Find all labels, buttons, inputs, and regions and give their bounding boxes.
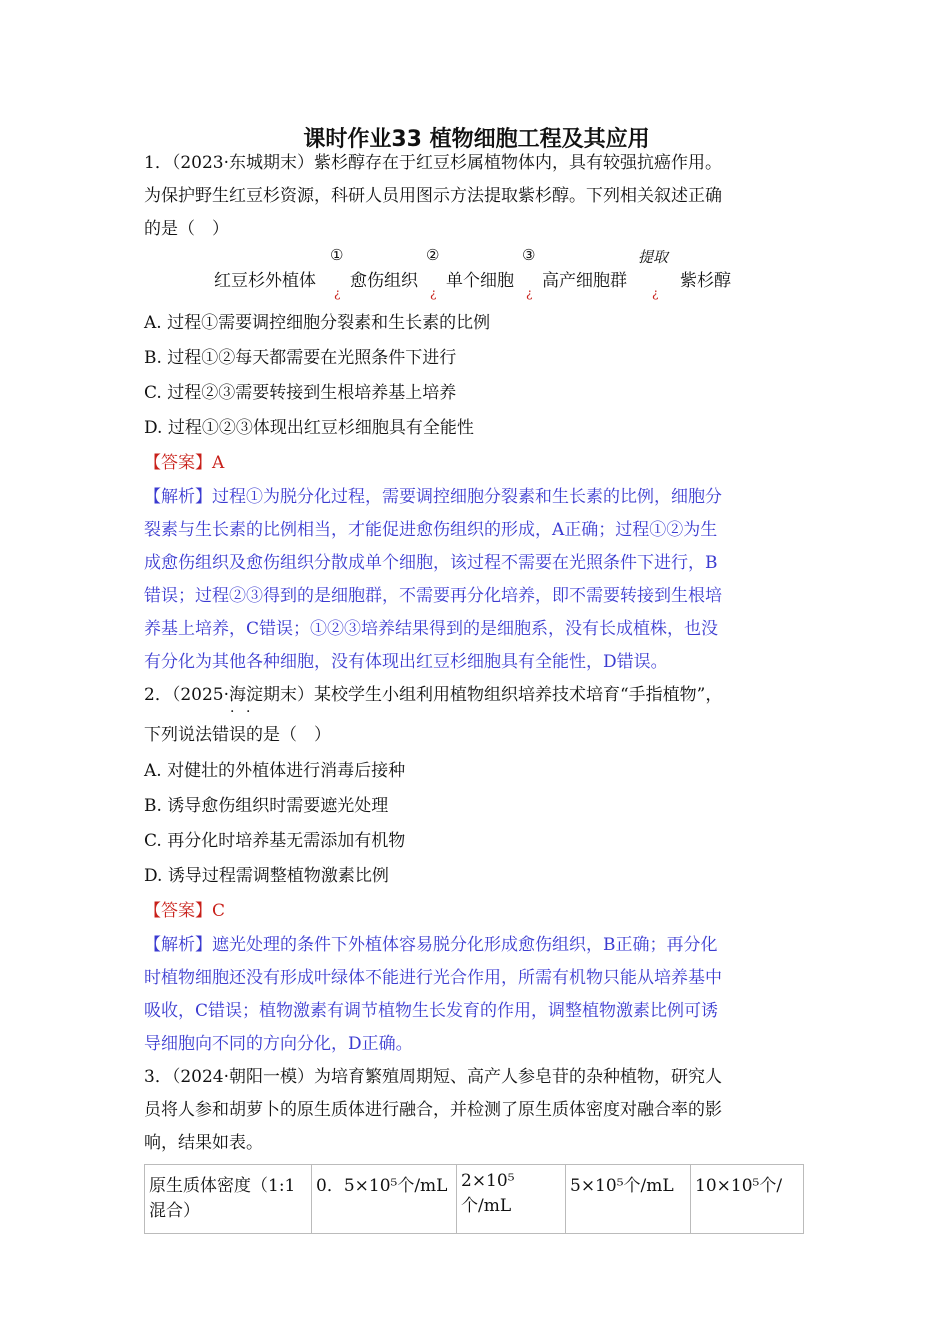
- q2-stem-line: 2．（2025·海淀期末）某校学生小组利用植物组织培养技术培育“手指植物”，: [144, 685, 723, 705]
- table-row: [145, 1165, 804, 1234]
- q2-stem-line: 下列说法错误的是（ ）: [144, 725, 331, 745]
- emphasis-dot: ·: [230, 704, 235, 720]
- flow-node: 愈伤组织: [350, 271, 418, 291]
- flow-step-label: ②: [426, 246, 440, 264]
- q1-option-a: A. 过程①需要调控细胞分裂素和生长素的比例: [144, 313, 491, 333]
- q1-option-b: B. 过程①②每天都需要在光照条件下进行: [144, 348, 457, 368]
- flow-node: 紫杉醇: [680, 271, 731, 291]
- table-cell: 10×10⁵个/: [691, 1165, 804, 1234]
- q1-stem-line: 为保护野生红豆杉资源，科研人员用图示方法提取紫杉醇。下列相关叙述正确: [144, 186, 722, 206]
- q1-answer: [144, 452, 224, 474]
- q2-answer: [144, 900, 225, 922]
- flow-node: 单个细胞: [446, 271, 514, 291]
- flow-node: 高产细胞群: [542, 271, 627, 291]
- flow-arrow: ¿: [652, 286, 659, 300]
- q2-analysis-line: 时植物细胞还没有形成叶绿体不能进行光合作用，所需有机物只能从培养基中: [144, 968, 722, 988]
- q2-option-d: D. 诱导过程需调整植物激素比例: [144, 866, 389, 886]
- answer-label: 【答案】: [144, 453, 212, 473]
- q3-stem-line: 响，结果如表。: [144, 1133, 263, 1153]
- emphasis-dot: ·: [246, 704, 251, 720]
- flow-step-label: ①: [330, 246, 344, 264]
- answer-label: 【答案】: [144, 901, 212, 921]
- q1-analysis-line: 【解析】过程①为脱分化过程，需要调控细胞分裂素和生长素的比例，细胞分: [144, 487, 722, 507]
- flow-step-label: 提取: [638, 248, 669, 266]
- q2-analysis-line: 导细胞向不同的方向分化，D正确。: [144, 1034, 413, 1054]
- flow-arrow: ¿: [526, 286, 533, 300]
- q2-analysis-line: 【解析】遮光处理的条件下外植体容易脱分化形成愈伤组织，B正确；再分化: [144, 935, 718, 955]
- q1-stem-line: 1．（2023·东城期末）紫杉醇存在于红豆杉属植物体内，具有较强抗癌作用。: [144, 153, 722, 173]
- q1-analysis-line: 错误；过程②③得到的是细胞群，不需要再分化培养，即不需要转接到生根培: [144, 586, 722, 606]
- q2-option-a: A. 对健壮的外植体进行消毒后接种: [144, 761, 406, 781]
- q1-analysis-line: 成愈伤组织及愈伤组织分散成单个细胞，该过程不需要在光照条件下进行，B: [144, 553, 718, 573]
- q1-option-c: C. 过程②③需要转接到生根培养基上培养: [144, 383, 457, 403]
- q1-analysis-line: 有分化为其他各种细胞，没有体现出红豆杉细胞具有全能性，D错误。: [144, 652, 668, 672]
- table-cell: 0．5×10⁵个/mL: [312, 1165, 457, 1234]
- q1-analysis-line: 养基上培养，C错误；①②③培养结果得到的是细胞系，没有长成植株，也没: [144, 619, 719, 639]
- q3-stem-line: 3．（2024·朝阳一模）为培育繁殖周期短、高产人参皂苷的杂种植物，研究人: [144, 1067, 722, 1087]
- q1-stem-line: 的是（ ）: [144, 219, 229, 239]
- q1-flow-diagram: [214, 246, 814, 312]
- q1-option-d: D. 过程①②③体现出红豆杉细胞具有全能性: [144, 418, 474, 438]
- flow-arrow: ¿: [334, 286, 341, 300]
- table-cell: 5×10⁵个/mL: [566, 1165, 691, 1234]
- page-title: 课时作业33 植物细胞工程及其应用: [303, 127, 650, 152]
- q2-option-b: B. 诱导愈伤组织时需要遮光处理: [144, 796, 389, 816]
- answer-value: C: [212, 901, 226, 921]
- answer-value: A: [212, 453, 225, 473]
- q2-analysis-line: 吸收，C错误；植物激素有调节植物生长发育的作用，调整植物激素比例可诱: [144, 1001, 719, 1021]
- q2-option-c: C. 再分化时培养基无需添加有机物: [144, 831, 406, 851]
- table-cell: 2×10⁵个/mL: [457, 1165, 566, 1234]
- q3-data-table: [144, 1164, 804, 1234]
- flow-node: 红豆杉外植体: [214, 271, 316, 291]
- q3-stem-line: 员将人参和胡萝卜的原生质体进行融合，并检测了原生质体密度对融合率的影: [144, 1100, 722, 1120]
- table-cell: 原生质体密度（1:1 混合）: [145, 1165, 312, 1234]
- q1-analysis-line: 裂素与生长素的比例相当，才能促进愈伤组织的形成，A正确；过程①②为生: [144, 520, 718, 540]
- flow-step-label: ③: [522, 246, 536, 264]
- flow-arrow: ¿: [430, 286, 437, 300]
